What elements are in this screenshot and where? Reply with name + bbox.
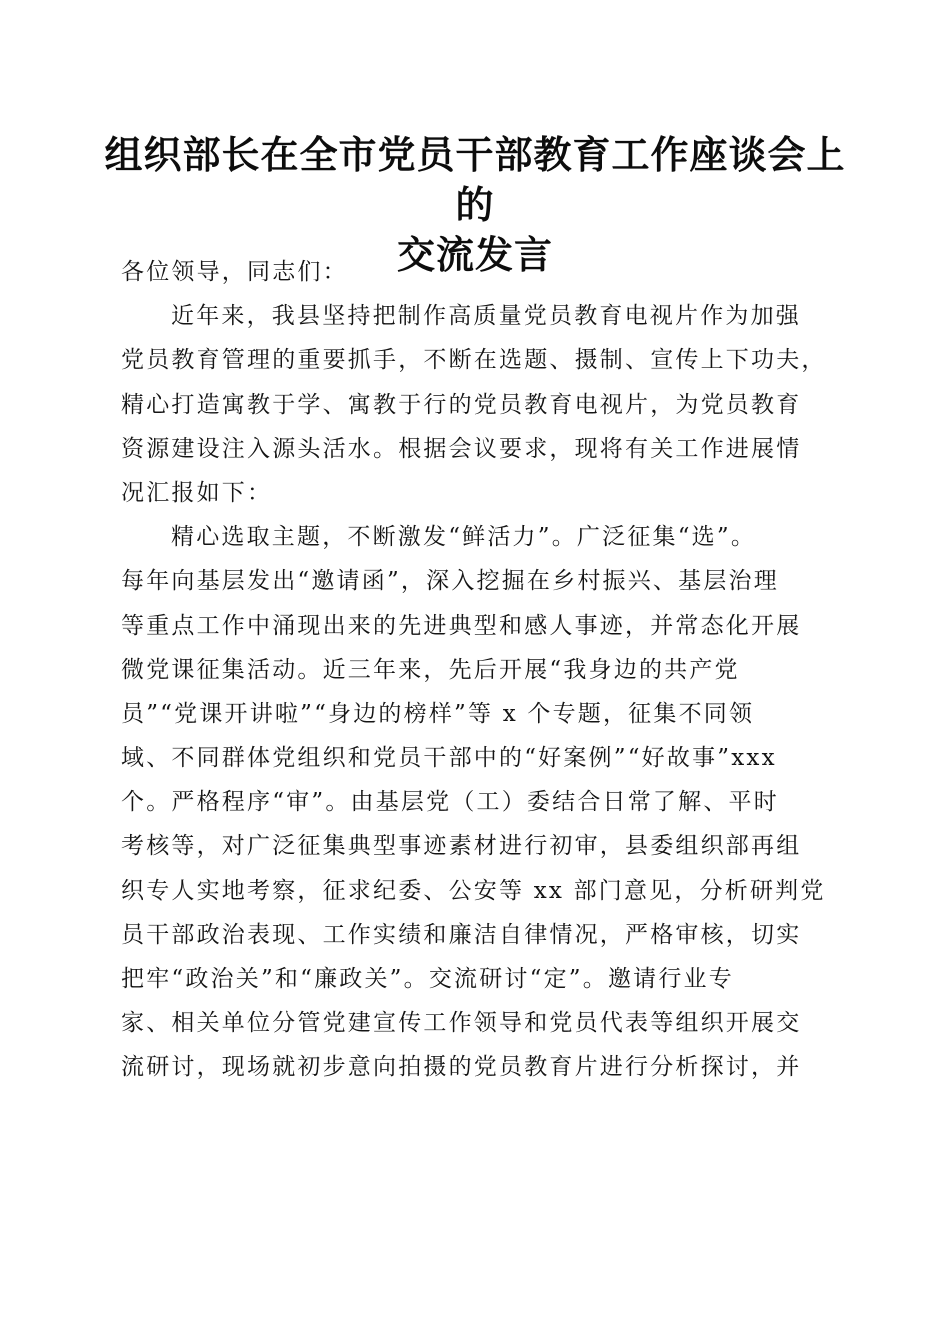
document-body [121, 250, 831, 1090]
paragraph-2-line: 微党课征集活动。近三年来，先后开展“我身边的共产党 [121, 656, 740, 683]
paragraph-1-line: 精心打造寓教于学、寓教于行的党员教育电视片，为党员教育 [121, 391, 802, 418]
paragraph-1-line: 党员教育管理的重要抓手，不断在选题、摄制、宣传上下功夫， [121, 347, 827, 374]
title-line: 交流发言 [396, 232, 553, 277]
paragraph-1-line: 资源建设注入源头活水。根据会议要求，现将有关工作进展情 [121, 435, 802, 462]
paragraph-2-line: 每年向基层发出“邀请函”，深入挖掘在乡村振兴、基层治理 [121, 568, 779, 595]
paragraph-2-line: 等重点工作中涌现出来的先进典型和感人事迹，并常态化开展 [121, 612, 802, 639]
paragraph-2-line: 个。严格程序“审”。由基层党（工）委结合日常了解、平时 [121, 789, 779, 816]
paragraph-1-line: 近年来，我县坚持把制作高质量党员教育电视片作为加强 [171, 303, 801, 330]
paragraph-2-line: 把牢“政治关”和“廉政关”。交流研讨“定”。邀请行业专 [121, 966, 734, 992]
paragraph-2-line: 员干部政治表现、工作实绩和廉洁自律情况，严格审核，切实 [121, 921, 802, 948]
paragraph-2-line: 家、相关单位分管党建宣传工作领导和党员代表等组织开展交 [121, 1010, 802, 1037]
paragraph-2-line: 精心选取主题，不断激发“鲜活力”。广泛征集“选”。 [171, 524, 757, 551]
paragraph-2-line: 员”“党课开讲啦”“身边的榜样”等 x 个专题，征集不同领 [121, 700, 755, 727]
paragraph-2-line: 考核等，对广泛征集典型事迹素材进行初审，县委组织部再组 [121, 833, 802, 860]
salutation: 各位领导，同志们： [121, 259, 348, 285]
paragraph-2-line: 织专人实地考察，征求纪委、公安等 xx 部门意见，分析研判党 [121, 877, 826, 904]
paragraph-2-line: 域、不同群体党组织和党员干部中的“好案例”“好故事”xxx [121, 745, 777, 772]
paragraph-2-line: 流研讨，现场就初步意向拍摄的党员教育片进行分析探讨，并 [121, 1054, 802, 1081]
paragraph-1-line: 况汇报如下： [121, 479, 273, 506]
title-line: 组织部长在全市党员干部教育工作座谈会上的 [104, 132, 846, 227]
